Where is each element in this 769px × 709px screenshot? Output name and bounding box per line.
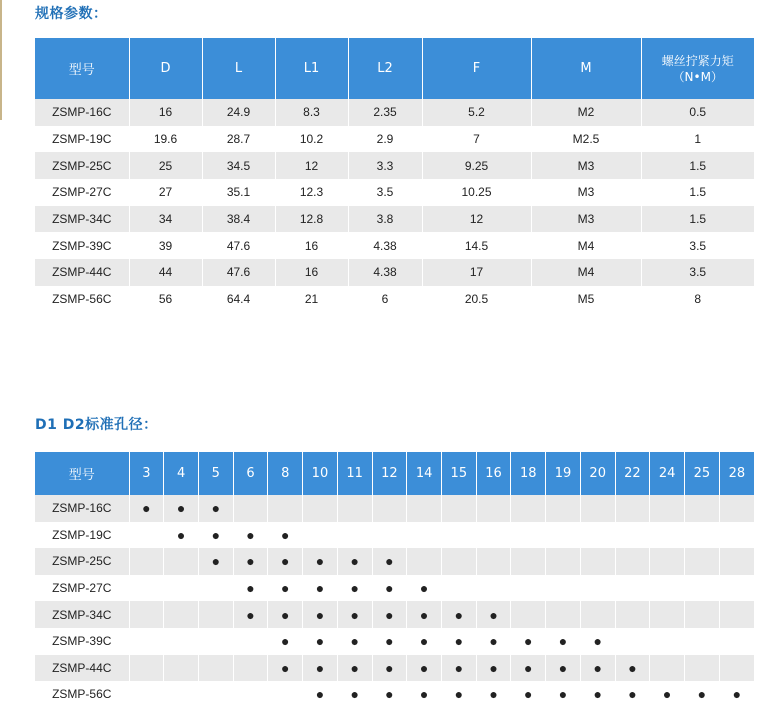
spec-model-cell: ZSMP-34C bbox=[35, 206, 129, 233]
bore-available-dot: ● bbox=[407, 681, 442, 708]
spec-value-cell: 4.38 bbox=[348, 259, 422, 286]
bore-available-dot: ● bbox=[337, 681, 372, 708]
spec-value-cell: 16 bbox=[275, 259, 348, 286]
bore-model-cell: ZSMP-44C bbox=[35, 655, 129, 682]
bore-available-dot: ● bbox=[372, 601, 407, 628]
spec-value-cell: 17 bbox=[422, 259, 531, 286]
bore-empty-cell bbox=[164, 681, 199, 708]
bore-size-header: 24 bbox=[650, 452, 685, 495]
bore-available-dot: ● bbox=[580, 655, 615, 682]
spec-value-cell: 34 bbox=[129, 206, 202, 233]
bore-empty-cell bbox=[233, 495, 268, 522]
bore-empty-cell bbox=[650, 601, 685, 628]
bore-size-header: 22 bbox=[615, 452, 650, 495]
bore-empty-cell bbox=[546, 495, 581, 522]
bore-available-dot: ● bbox=[268, 628, 303, 655]
bore-empty-cell bbox=[685, 655, 720, 682]
bore-available-dot: ● bbox=[580, 681, 615, 708]
bore-available-dot: ● bbox=[164, 522, 199, 549]
bore-size-header: 28 bbox=[719, 452, 754, 495]
bore-empty-cell bbox=[164, 655, 199, 682]
bore-available-dot: ● bbox=[511, 628, 546, 655]
bore-row bbox=[35, 681, 754, 708]
spec-model-cell: ZSMP-16C bbox=[35, 99, 129, 126]
bore-section-title: D1 D2标准孔径： bbox=[35, 417, 158, 433]
bore-available-dot: ● bbox=[129, 495, 164, 522]
spec-value-cell: 56 bbox=[129, 286, 202, 313]
bore-empty-cell bbox=[719, 655, 754, 682]
bore-available-dot: ● bbox=[407, 601, 442, 628]
bore-empty-cell bbox=[164, 548, 199, 575]
bore-available-dot: ● bbox=[732, 686, 742, 703]
bore-model-cell: ZSMP-34C bbox=[35, 601, 129, 628]
bore-empty-cell bbox=[337, 522, 372, 549]
bore-empty-cell bbox=[129, 522, 164, 549]
bore-empty-cell bbox=[580, 495, 615, 522]
bore-row bbox=[35, 655, 754, 682]
spec-value-cell: M4 bbox=[531, 232, 641, 259]
bore-empty-cell bbox=[303, 495, 338, 522]
spec-value-cell: 3.5 bbox=[689, 238, 707, 253]
bore-available-dot: ● bbox=[685, 681, 720, 708]
spec-value-cell: M5 bbox=[531, 286, 641, 313]
bore-size-header: 25 bbox=[685, 452, 720, 495]
spec-header-cell: L2 bbox=[348, 38, 422, 99]
bore-empty-cell bbox=[476, 495, 511, 522]
bore-empty-cell bbox=[407, 495, 442, 522]
spec-value-cell: 4.38 bbox=[348, 232, 422, 259]
spec-value-cell: 34.5 bbox=[202, 152, 275, 179]
bore-available-dot: ● bbox=[233, 601, 268, 628]
bore-empty-cell bbox=[685, 628, 720, 655]
bore-available-dot: ● bbox=[615, 655, 650, 682]
bore-empty-cell bbox=[198, 628, 233, 655]
bore-size-header: 18 bbox=[511, 452, 546, 495]
spec-header-row bbox=[35, 38, 754, 99]
spec-header-cell: 螺丝拧紧力矩 （N•M） bbox=[641, 38, 754, 99]
bore-empty-cell bbox=[650, 575, 685, 602]
spec-value-cell: 6 bbox=[348, 286, 422, 313]
bore-size-header: 4 bbox=[164, 452, 199, 495]
spec-value-cell: M3 bbox=[531, 152, 641, 179]
bore-empty-cell bbox=[129, 575, 164, 602]
spec-value-cell: 12 bbox=[422, 206, 531, 233]
bore-empty-cell bbox=[685, 601, 720, 628]
page-left-edge bbox=[0, 0, 2, 120]
spec-value-cell: 2.35 bbox=[348, 99, 422, 126]
bore-size-header: 5 bbox=[198, 452, 233, 495]
spec-value-cell: 27 bbox=[129, 179, 202, 206]
bore-size-header: 11 bbox=[337, 452, 372, 495]
spec-value-cell: M4 bbox=[531, 259, 641, 286]
bore-empty-cell bbox=[650, 655, 685, 682]
bore-available-dot: ● bbox=[476, 655, 511, 682]
bore-available-dot: ● bbox=[372, 548, 407, 575]
bore-empty-cell bbox=[650, 628, 685, 655]
bore-empty-cell bbox=[511, 522, 546, 549]
bore-empty-cell bbox=[441, 522, 476, 549]
bore-empty-cell bbox=[198, 575, 233, 602]
bore-empty-cell bbox=[129, 655, 164, 682]
bore-available-dot: ● bbox=[372, 575, 407, 602]
bore-available-dot: ● bbox=[268, 548, 303, 575]
spec-table-body bbox=[35, 99, 754, 313]
bore-empty-cell bbox=[233, 628, 268, 655]
bore-available-dot: ● bbox=[546, 628, 581, 655]
spec-model-cell: ZSMP-39C bbox=[35, 232, 129, 259]
bore-empty-cell bbox=[268, 681, 303, 708]
spec-model-cell: ZSMP-44C bbox=[35, 259, 129, 286]
bore-empty-cell bbox=[441, 495, 476, 522]
spec-row bbox=[35, 179, 754, 206]
bore-empty-cell bbox=[164, 601, 199, 628]
bore-table bbox=[35, 452, 754, 708]
spec-value-cell: 12.3 bbox=[275, 179, 348, 206]
bore-available-dot: ● bbox=[476, 681, 511, 708]
bore-empty-cell bbox=[198, 681, 233, 708]
spec-value-cell: M2 bbox=[531, 99, 641, 126]
bore-available-dot: ● bbox=[407, 655, 442, 682]
spec-value-cell: 12 bbox=[275, 152, 348, 179]
spec-value-cell: 28.7 bbox=[202, 126, 275, 153]
spec-header-cell: D bbox=[129, 38, 202, 99]
bore-empty-cell bbox=[615, 628, 650, 655]
bore-empty-cell bbox=[511, 601, 546, 628]
spec-model-cell: ZSMP-25C bbox=[35, 152, 129, 179]
bore-empty-cell bbox=[337, 495, 372, 522]
bore-empty-cell bbox=[476, 575, 511, 602]
spec-value-cell: M3 bbox=[531, 179, 641, 206]
bore-empty-cell bbox=[615, 601, 650, 628]
bore-row bbox=[35, 548, 754, 575]
bore-available-dot: ● bbox=[615, 681, 650, 708]
bore-size-header: 16 bbox=[476, 452, 511, 495]
bore-available-dot: ● bbox=[233, 548, 268, 575]
spec-model-cell: ZSMP-19C bbox=[35, 126, 129, 153]
spec-row bbox=[35, 152, 754, 179]
spec-row bbox=[35, 126, 754, 153]
bore-empty-cell bbox=[685, 548, 720, 575]
bore-empty-cell bbox=[164, 575, 199, 602]
bore-size-header: 19 bbox=[546, 452, 581, 495]
spec-value-cell: 1.5 bbox=[641, 206, 754, 233]
bore-available-dot: ● bbox=[233, 575, 268, 602]
bore-size-header: 14 bbox=[407, 452, 442, 495]
bore-size-header: 10 bbox=[303, 452, 338, 495]
spec-value-cell: 25 bbox=[129, 152, 202, 179]
bore-available-dot: ● bbox=[233, 522, 268, 549]
bore-model-cell: ZSMP-27C bbox=[35, 575, 129, 602]
spec-row bbox=[35, 259, 754, 286]
bore-empty-cell bbox=[407, 548, 442, 575]
bore-size-header: 8 bbox=[268, 452, 303, 495]
spec-value-cell: 2.9 bbox=[348, 126, 422, 153]
bore-empty-cell bbox=[650, 495, 685, 522]
spec-value-cell: 35.1 bbox=[202, 179, 275, 206]
bore-empty-cell bbox=[650, 522, 685, 549]
bore-row bbox=[35, 601, 754, 628]
bore-header-row bbox=[35, 452, 754, 495]
bore-available-dot: ● bbox=[407, 575, 442, 602]
bore-available-dot: ● bbox=[372, 628, 407, 655]
spec-value-cell: 64.4 bbox=[202, 286, 275, 313]
spec-value-cell: 8.3 bbox=[275, 99, 348, 126]
bore-empty-cell bbox=[372, 495, 407, 522]
bore-empty-cell bbox=[511, 548, 546, 575]
bore-table-body bbox=[35, 495, 754, 708]
spec-value-cell: 44 bbox=[129, 259, 202, 286]
spec-value-cell: 21 bbox=[275, 286, 348, 313]
bore-empty-cell bbox=[546, 522, 581, 549]
bore-empty-cell bbox=[719, 601, 754, 628]
bore-available-dot: ● bbox=[476, 601, 511, 628]
bore-available-dot: ● bbox=[303, 655, 338, 682]
spec-value-cell: 1.5 bbox=[641, 152, 754, 179]
bore-row bbox=[35, 628, 754, 655]
bore-empty-cell bbox=[129, 548, 164, 575]
bore-empty-cell bbox=[719, 575, 754, 602]
spec-value-cell: 3.3 bbox=[348, 152, 422, 179]
bore-empty-cell bbox=[719, 522, 754, 549]
bore-empty-cell bbox=[719, 495, 754, 522]
spec-value-cell: 7 bbox=[422, 126, 531, 153]
bore-row bbox=[35, 495, 754, 522]
bore-size-header: 3 bbox=[129, 452, 164, 495]
bore-empty-cell bbox=[198, 655, 233, 682]
spec-header-cell: F bbox=[422, 38, 531, 99]
bore-available-dot: ● bbox=[337, 655, 372, 682]
bore-available-dot: ● bbox=[303, 681, 338, 708]
spec-value-cell: 3.5 bbox=[641, 259, 754, 286]
bore-size-header: 12 bbox=[372, 452, 407, 495]
bore-empty-cell bbox=[580, 601, 615, 628]
spec-table bbox=[35, 38, 754, 313]
bore-empty-cell bbox=[511, 495, 546, 522]
bore-empty-cell bbox=[615, 522, 650, 549]
bore-available-dot: ● bbox=[511, 655, 546, 682]
bore-empty-cell bbox=[546, 548, 581, 575]
bore-model-cell: ZSMP-25C bbox=[35, 548, 129, 575]
spec-value-cell: 1.5 bbox=[689, 185, 707, 200]
bore-available-dot: ● bbox=[650, 681, 685, 708]
spec-value-cell: 47.6 bbox=[202, 259, 275, 286]
spec-value-cell: 14.5 bbox=[422, 232, 531, 259]
bore-row bbox=[35, 575, 754, 602]
spec-value-cell: 39 bbox=[129, 232, 202, 259]
bore-available-dot: ● bbox=[476, 628, 511, 655]
spec-value-cell: 47.6 bbox=[202, 232, 275, 259]
bore-empty-cell bbox=[372, 522, 407, 549]
bore-empty-cell bbox=[685, 522, 720, 549]
spec-value-cell: 20.5 bbox=[422, 286, 531, 313]
bore-available-dot: ● bbox=[441, 681, 476, 708]
bore-available-dot: ● bbox=[303, 548, 338, 575]
bore-empty-cell bbox=[407, 522, 442, 549]
bore-available-dot: ● bbox=[303, 575, 338, 602]
bore-row bbox=[35, 522, 754, 549]
spec-section-title: 规格参数： bbox=[35, 6, 108, 22]
bore-empty-cell bbox=[580, 575, 615, 602]
bore-available-dot: ● bbox=[164, 495, 199, 522]
bore-empty-cell bbox=[129, 628, 164, 655]
bore-empty-cell bbox=[719, 548, 754, 575]
bore-available-dot: ● bbox=[580, 628, 615, 655]
bore-empty-cell bbox=[546, 575, 581, 602]
bore-empty-cell bbox=[198, 601, 233, 628]
bore-model-header: 型号 bbox=[35, 452, 129, 495]
bore-available-dot: ● bbox=[198, 495, 233, 522]
bore-size-header: 15 bbox=[441, 452, 476, 495]
bore-available-dot: ● bbox=[407, 628, 442, 655]
spec-header-cell: M bbox=[531, 38, 641, 99]
bore-empty-cell bbox=[129, 681, 164, 708]
spec-model-cell: ZSMP-27C bbox=[35, 179, 129, 206]
bore-size-header: 20 bbox=[580, 452, 615, 495]
spec-row bbox=[35, 286, 754, 313]
bore-available-dot: ● bbox=[511, 681, 546, 708]
bore-empty-cell bbox=[476, 548, 511, 575]
bore-empty-cell bbox=[615, 575, 650, 602]
bore-empty-cell bbox=[580, 522, 615, 549]
spec-value-cell: M3 bbox=[531, 206, 641, 233]
bore-available-dot: ● bbox=[337, 628, 372, 655]
bore-available-dot: ● bbox=[372, 655, 407, 682]
bore-empty-cell bbox=[233, 655, 268, 682]
bore-empty-cell bbox=[303, 522, 338, 549]
bore-model-cell: ZSMP-39C bbox=[35, 628, 129, 655]
bore-empty-cell bbox=[164, 628, 199, 655]
bore-empty-cell bbox=[685, 495, 720, 522]
bore-model-cell: ZSMP-56C bbox=[35, 681, 129, 708]
bore-available-dot: ● bbox=[303, 601, 338, 628]
bore-available-dot: ● bbox=[303, 628, 338, 655]
bore-available-dot: ● bbox=[198, 522, 233, 549]
spec-value-cell: 16 bbox=[275, 232, 348, 259]
bore-empty-cell bbox=[580, 548, 615, 575]
bore-empty-cell bbox=[615, 548, 650, 575]
spec-value-cell: 12.8 bbox=[275, 206, 348, 233]
spec-header-cell: L bbox=[202, 38, 275, 99]
bore-empty-cell bbox=[441, 548, 476, 575]
spec-value-cell: 3.5 bbox=[348, 179, 422, 206]
bore-model-cell: ZSMP-19C bbox=[35, 522, 129, 549]
bore-available-dot: ● bbox=[337, 548, 372, 575]
spec-row bbox=[35, 99, 754, 126]
bore-empty-cell bbox=[546, 601, 581, 628]
bore-empty-cell bbox=[476, 522, 511, 549]
bore-available-dot: ● bbox=[441, 628, 476, 655]
spec-value-cell: M2.5 bbox=[531, 126, 641, 153]
bore-available-dot: ● bbox=[441, 655, 476, 682]
bore-available-dot: ● bbox=[337, 575, 372, 602]
bore-available-dot: ● bbox=[198, 548, 233, 575]
spec-value-cell: 5.2 bbox=[422, 99, 531, 126]
bore-empty-cell bbox=[268, 495, 303, 522]
bore-available-dot: ● bbox=[268, 601, 303, 628]
spec-row bbox=[35, 232, 754, 259]
spec-value-cell: 10.2 bbox=[275, 126, 348, 153]
bore-empty-cell bbox=[441, 575, 476, 602]
bore-available-dot: ● bbox=[268, 522, 303, 549]
bore-empty-cell bbox=[615, 495, 650, 522]
spec-model-cell: ZSMP-56C bbox=[35, 286, 129, 313]
bore-available-dot: ● bbox=[546, 655, 581, 682]
bore-empty-cell bbox=[685, 575, 720, 602]
spec-value-cell: 1 bbox=[694, 132, 702, 147]
spec-value-cell: 3.8 bbox=[348, 206, 422, 233]
bore-empty-cell bbox=[129, 601, 164, 628]
spec-value-cell: 0.5 bbox=[641, 99, 754, 126]
bore-available-dot: ● bbox=[268, 575, 303, 602]
spec-row bbox=[35, 206, 754, 233]
spec-value-cell: 24.9 bbox=[202, 99, 275, 126]
spec-value-cell: 8 bbox=[694, 292, 702, 307]
spec-value-cell: 16 bbox=[129, 99, 202, 126]
bore-available-dot: ● bbox=[268, 655, 303, 682]
spec-value-cell: 38.4 bbox=[202, 206, 275, 233]
bore-available-dot: ● bbox=[546, 681, 581, 708]
bore-empty-cell bbox=[719, 628, 754, 655]
bore-model-cell: ZSMP-16C bbox=[35, 495, 129, 522]
spec-header-cell: L1 bbox=[275, 38, 348, 99]
spec-header-cell: 型号 bbox=[35, 38, 129, 99]
bore-empty-cell bbox=[233, 681, 268, 708]
bore-empty-cell bbox=[511, 575, 546, 602]
bore-size-header: 6 bbox=[233, 452, 268, 495]
bore-empty-cell bbox=[650, 548, 685, 575]
spec-value-cell: 10.25 bbox=[422, 179, 531, 206]
bore-available-dot: ● bbox=[337, 601, 372, 628]
bore-available-dot: ● bbox=[372, 681, 407, 708]
bore-available-dot: ● bbox=[441, 601, 476, 628]
spec-value-cell: 19.6 bbox=[129, 126, 202, 153]
spec-value-cell: 9.25 bbox=[422, 152, 531, 179]
